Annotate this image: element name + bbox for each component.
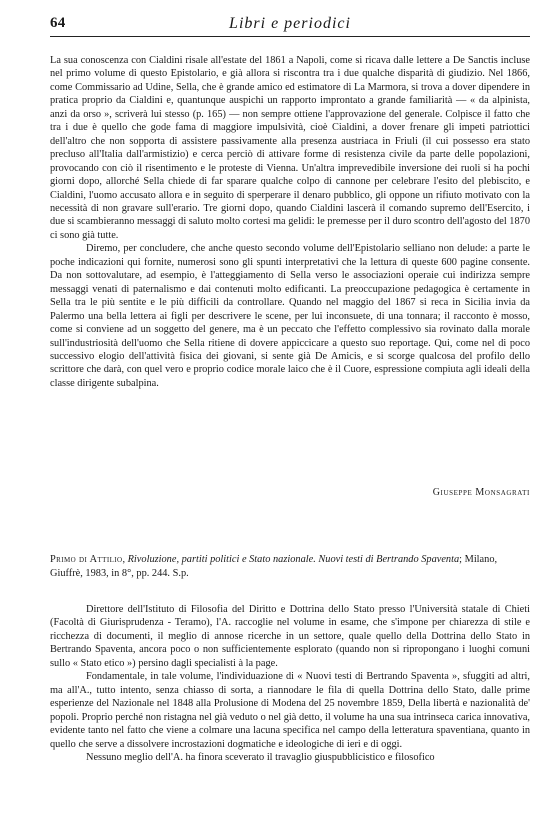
review-paragraph: Fondamentale, in tale volume, l'individuazione di « Nuovi testi di Bertrando Spaventa », sfuggiti ad altri, ma all'A., tutto intento, senza chiasso di sorta, a riannodare le fila di quella Dottrina dello Stato, dalle prime esperienze del Nazionale nel 1848 alla Prolusione di Modena del 25 novembre 1859, Della libertà e nazionalità de' popoli. Proprio perché non ristagna nel già veduto o nel già detto, il volume ha una sua intrinseca carica innovativa, evidente tanto nel fatto che viene a colmare una lacuna specifica nel campo della letteratura spaventiana, quanto in quello che serve a dissolvere incrostazioni dogmatiche e ideologiche di ieri e di oggi. <box>50 671 530 750</box>
review-paragraph: Diremo, per concludere, che anche questo secondo volume dell'Epistolario selliano non delude: a parte le poche indicazioni qui fornite, numerosi sono gli spunti interpretativi che la lettura di queste 600 pagine consente. Da non sottovalutare, ad esempio, è l'atteggiamento di Sella verso le associazioni operaie cui indirizza sempre messaggi venati di paternalismo e dai contenuti molto edificanti. La preoccupazione pedagogica è certamente in Sella tra le più sentite e le più difficili da controllare. Quando nel maggio del 1867 si reca in Sicilia invia da Palermo una bella lettera ai figli per descrivere le scene, per lui inconsuete, di una tonnara; il racconto è mosso, come si conviene ad un soggetto del genere, ma è un peccato che l'effetto complessivo sia rovinato dalla morale sull'industriosità dell'uomo che Sella ritiene di dovere appiccicare a questo suo reportage. Qui, come nel di poco successivo elogio dell'attività fisica dei giovani, si sente già De Amicis, e si scorge qualcosa del profilo dello scrittore che darà, con quel vero e proprio codice morale laico che è il Cuore, espressione compiuta agli ideali della classe dirigente subalpina. <box>50 243 530 389</box>
review-signature: Giuseppe Monsagrati <box>432 487 530 498</box>
book-citation: Primo di Attilio, Rivoluzione, partiti politici e Stato nazionale. Nuovi testi di Bertrando Spaventa; Milano, Giuffrè, 1983, in 8°, pp. 244. S.p. <box>50 554 498 579</box>
review-di-attilio-body <box>50 603 530 764</box>
review-paragraph: Nessuno meglio dell'A. ha finora sceverato il travaglio giuspubblicistico e filosofico <box>86 751 435 763</box>
citation-author: Primo di Attilio <box>50 554 123 565</box>
citation-publication: ; Milano, Giuffrè, 1983, in 8°, pp. 244. S.p. <box>50 554 498 579</box>
review-paragraph: La sua conoscenza con Cialdini risale all'estate del 1861 a Napoli, come si ricava dalle lettere a De Sanctis incluse nel primo volume di questo Epistolario, e già allora si riscontra tra i due qualche disparità di giudizio. Nel 1866, come Commissario ad Udine, Sella, che è grande amico ed estimatore di La Marmora, si trova a dover dipendere in pratica proprio da Cialdini e, quantunque auspichi un rapporto improntato a grande familiarità — « da alpinista, anzi da orso », scriverà lui stesso (p. 165) — non sempre ottiene l'approvazione del generale. Colpisce il fatto che tra i due è quello che gode fama di maggiore impulsività, cioè Cialdini, a dover frenare gli impeti patriottici dell'altro che non sopporta di assistere passivamente alla presenza austriaca in Friuli (il cui possesso era stato precluso all'Italia dall'armistizio) e cerca perciò di attivare forme di resistenza civile da parte delle popolazioni, provocando con ciò il risentimento e le proteste di Vienna. Un'altra imprevedibile inversione dei ruoli si ha pochi giorni dopo, allorché Sella chiede di far sparare qualche colpo di cannone per celebrare l'esito del plebiscito, e Cialdini, l'uomo accusato allora e in seguito di sperperare il denaro pubblico, gli oppone un rifiuto motivato con la necessità di non gravare sull'erario. Tre giorni dopo, quando Cialdini lascerà il comando supremo dell'Esercito, i due si scambieranno messaggi di saluto molto cortesi ma gelidi: le premesse per il duro scontro dell'agosto del 1870 ci sono già tutte. <box>50 55 530 241</box>
review-monsagrati-body <box>50 54 530 390</box>
page-number: 64 <box>50 15 66 31</box>
review-paragraph: Direttore dell'Istituto di Filosofia del Diritto e Dottrina dello Stato presso l'Università statale di Chieti (Facoltà di Giurisprudenza - Teramo), l'A. raccoglie nel volume in esame, che s'impone per chiarezza di stile e ricchezza di documenti, il meglio di annose ricerche in un settore, quale quello della Dottrina dello Stato in Bertrando Spaventa, ancora poco o non sufficientemente esplorato (quando non si ripropongano i luoghi comuni sullo « Stato etico ») persino dagli specialisti à la page. <box>50 604 530 669</box>
citation-title: Rivoluzione, partiti politici e Stato nazionale. Nuovi testi di Bertrando Spaventa <box>127 554 460 565</box>
running-title: Libri e periodici <box>229 15 351 32</box>
page-header <box>50 12 530 37</box>
